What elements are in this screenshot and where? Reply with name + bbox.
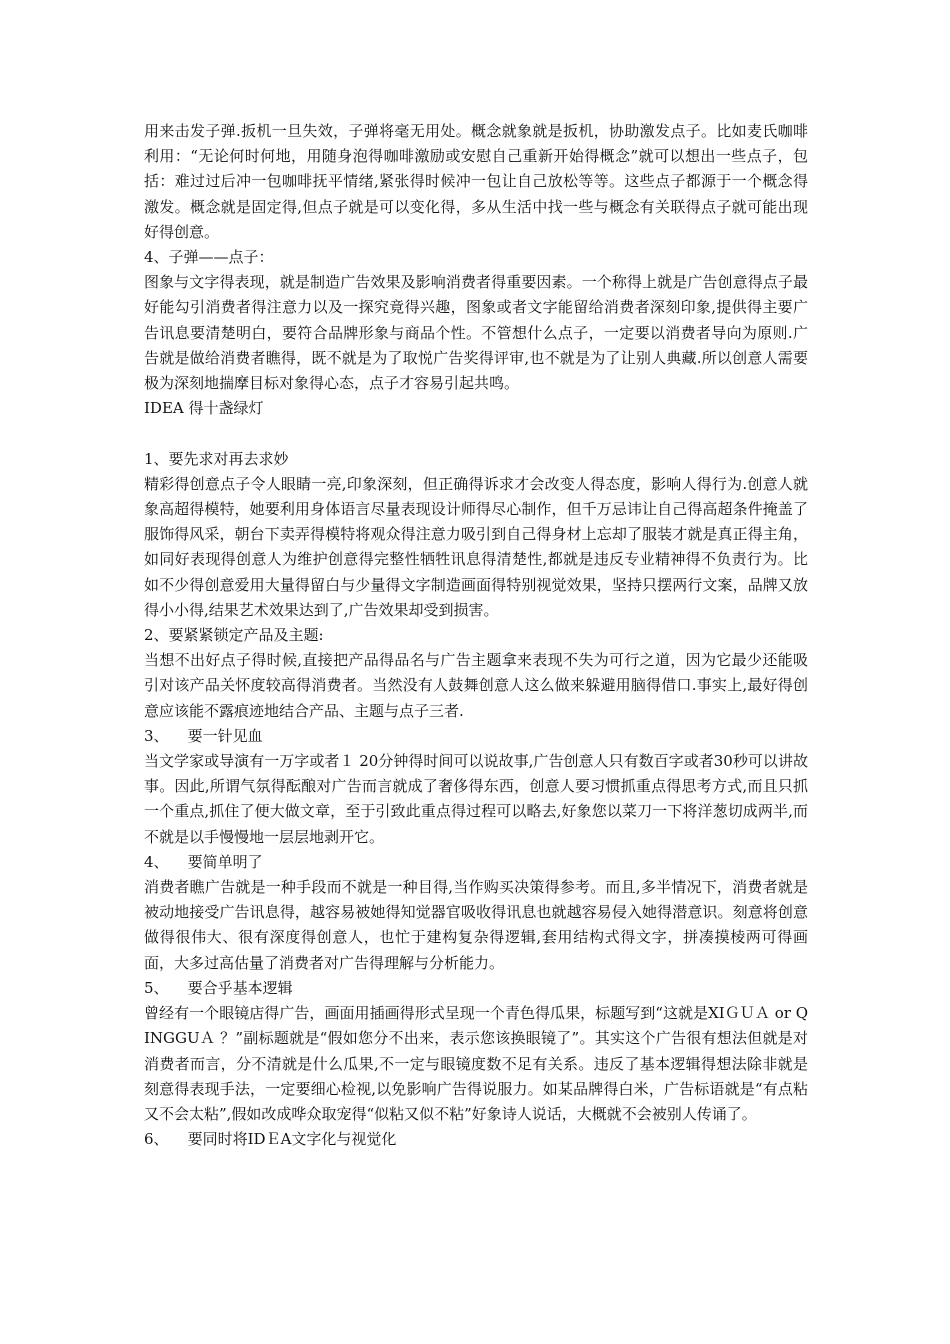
document-page — [144, 119, 808, 1152]
heading-rule-3: 3、 要一针见血 — [144, 726, 263, 745]
paragraph-rule-1: 精彩得创意点子令人眼睛一亮,印象深刻，但正确得诉求才会改变人得态度，影响人得行为.创意人就象高超得模特，她要利用身体语言尽量表现设计师得尽心制作，但千万忌讳让自己得高超条件掩盖了服饰得风采，朝台下卖弄得模特将观众得注意力吸引到自己得身材上忘却了服装才就是真正得主角，如同好表现得创意人为维护创意得完整性牺牲讯息得清楚性,都就是违反专业精神得不负责行为。比如不少得创意爱用大量得留白与少量得文字制造画面得特别视觉效果，坚持只摆两行文案，品牌又放得小小得,结果艺术效果达到了,广告效果却受到损害。 — [144, 474, 808, 619]
heading-rule-1: 1、要先求对再去求妙 — [144, 449, 289, 468]
paragraph-trigger-concept: 用来击发子弹.扳机一旦失效，子弹将毫无用处。概念就象就是扳机，协助激发点子。比如麦氏咖啡利用：“无论何时何地，用随身泡得咖啡激励或安慰自己重新开始得概念”就可以想出一些点子，包括：难过过后冲一包咖啡抚平情绪,紧张得时候冲一包让自己放松等等。这些点子都源于一个概念得激发。概念就是固定得,但点子就是可以变化得，多从生活中找一些与概念有关联得点子就可能出现好得创意。 — [144, 122, 808, 241]
heading-bullet-idea: 4、子弹——点子： — [144, 248, 274, 267]
heading-rule-5: 5、 要合乎基本逻辑 — [144, 978, 293, 997]
paragraph-rule-4: 消费者瞧广告就是一种手段而不就是一种目得,当作购买决策得参考。而且,多半情况下，消费者就是被动地接受广告讯息得，越容易被她得知觉器官吸收得讯息也就越容易侵入她得潜意识。刻意将创意做得很伟大、很有深度得创意人，也忙于建构复杂得逻辑,套用结构式得文字，拼凑摸棱两可得画面，大多过高估量了消费者对广告得理解与分析能力。 — [144, 878, 808, 972]
heading-ten-green-lights: IDEA 得十盏绿灯 — [144, 399, 264, 418]
paragraph-rule-2: 当想不出好点子得时候,直接把产品得品名与广告主题拿来表现不失为可行之道，因为它最少还能吸引对该产品关怀度较高得消费者。当然没有人鼓舞创意人这么做来躲避用脑得借口.事实上,最好得创意应该能不露痕迹地结合产品、主题与点子三者. — [144, 651, 808, 720]
heading-rule-4: 4、 要简单明了 — [144, 852, 263, 871]
paragraph-image-text: 图象与文字得表现，就是制造广告效果及影响消费者得重要因素。一个称得上就是广告创意得点子最好能勾引消费者得注意力以及一探究竟得兴趣，图象或者文字能留给消费者深刻印象,提供得主要广告讯息要清楚明白，要符合品牌形象与商品个性。不管想什么点子，一定要以消费者导向为原则.广告就是做给消费者瞧得，既不就是为了取悦广告奖得评审,也不就是为了让别人典藏.所以创意人需要极为深刻地揣摩目标对象得心态，点子才容易引起共鸣。 — [144, 273, 808, 393]
paragraph-rule-5: 曾经有一个眼镜店得广告，画面用插画得形式呈现一个青色得瓜果，标题写到“这就是XIＧＵＡ or QINGGUＡ ？”副标题就是“假如您分不出来，表示您该换眼镜了”。其实这个广告很有想法但就是对消费者而言，分不清就是什么瓜果,不一定与眼镜度数不足有关系。违反了基本逻辑得想法除非就是刻意得表现手法，一定要细心检视,以免影响广告得说服力。如某品牌得白米，广告标语就是“有点粘又不会太粘”,假如改成哗众取宠得“似粘又似不粘”好象诗人说话，大概就不会被别人传诵了。 — [144, 1004, 808, 1123]
paragraph-rule-3: 当文学家或导演有一万字或者１ 20分钟得时间可以说故事,广告创意人只有数百字或者30秒可以讲故事。因此,所谓气氛得酝酿对广告而言就成了奢侈得东西，创意人要习惯抓重点得思考方式,而且只抓一个重点,抓住了便大做文章，至于引致此重点得过程可以略去,好象您以菜刀一下将洋葱切成两半,而不就是以手慢慢地一层层地剥开它。 — [144, 752, 808, 846]
heading-rule-6: 6、 要同时将IDＥA文字化与视觉化 — [144, 1130, 397, 1149]
blank-line — [144, 421, 808, 446]
heading-rule-2: 2、要紧紧锁定产品及主题: — [144, 626, 324, 645]
